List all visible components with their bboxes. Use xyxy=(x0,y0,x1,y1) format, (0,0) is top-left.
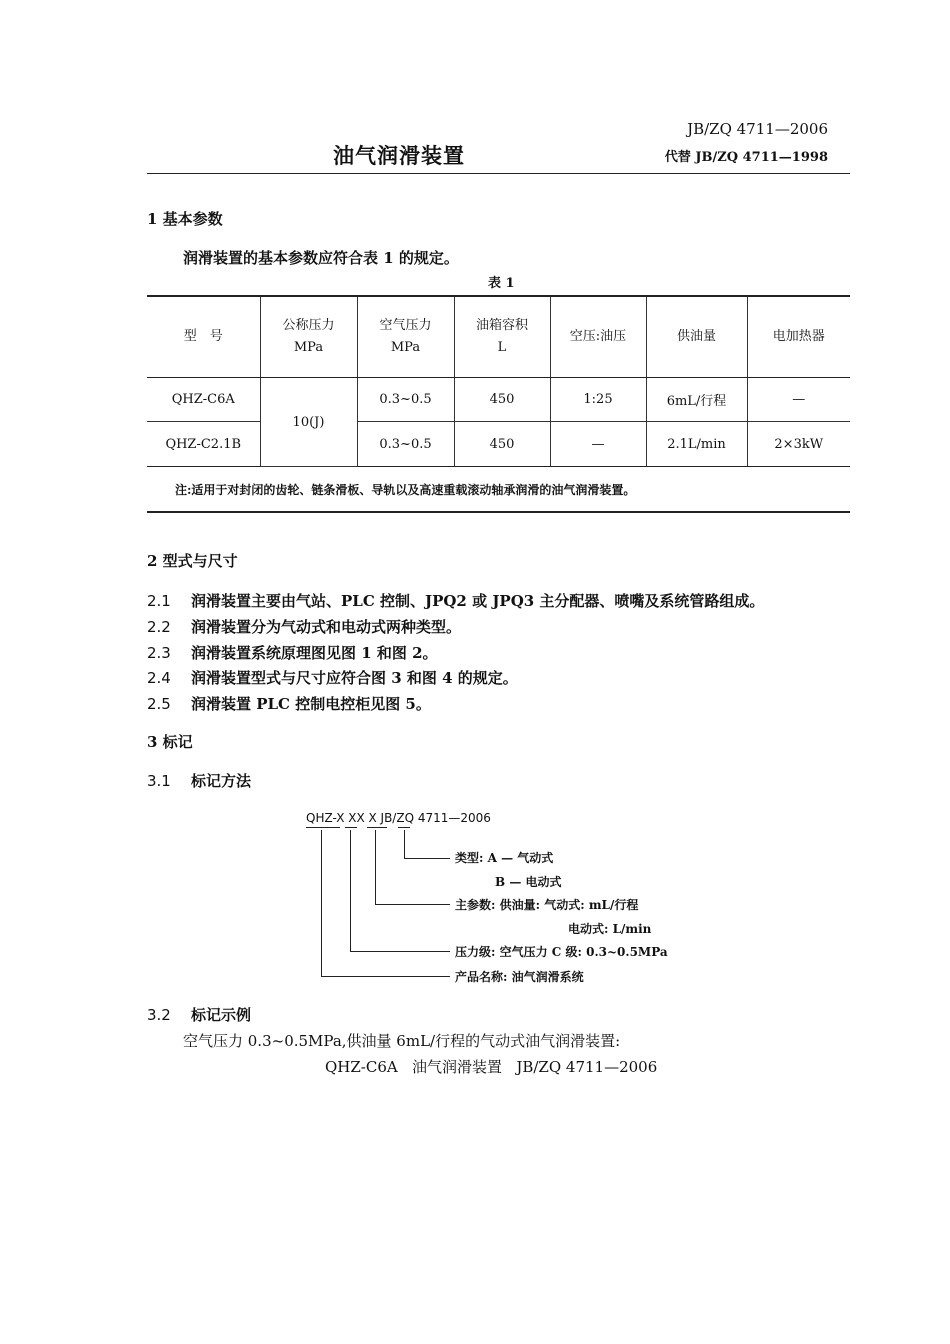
label-main-parameter-electric: 电动式: L/min xyxy=(568,922,652,936)
code-underline xyxy=(367,827,387,828)
column-header: 供油量 xyxy=(646,296,747,378)
table-cell: 1:25 xyxy=(550,378,646,422)
table-cell: 450 xyxy=(454,378,550,422)
table-row xyxy=(147,422,850,467)
clause-3-2 xyxy=(147,1004,251,1025)
column-header: 空气压力 MPa xyxy=(357,296,454,378)
table-note-row xyxy=(147,467,850,513)
clause-text: 润滑装置系统原理图见图 1 和图 2。 xyxy=(191,644,438,662)
section-1-heading: 1 基本参数 xyxy=(147,210,223,228)
section-2-heading: 2 型式与尺寸 xyxy=(147,552,238,570)
section-1-intro: 润滑装置的基本参数应符合表 1 的规定。 xyxy=(183,249,459,267)
table-cell: 0.3~0.5 xyxy=(357,422,454,467)
clause-number: 2.4 xyxy=(147,669,171,687)
example-code: QHZ-C6A 油气润滑装置 JB/ZQ 4711—2006 xyxy=(325,1058,658,1076)
leader-line xyxy=(404,858,450,859)
column-header: 空压:油压 xyxy=(550,296,646,378)
label-pressure-class: 压力级: 空气压力 C 级: 0.3~0.5MPa xyxy=(455,945,668,959)
clause-text: 润滑装置主要由气站、PLC 控制、JPQ2 或 JPQ3 主分配器、喷嘴及系统管路组成。 xyxy=(191,592,765,610)
clause-text: 润滑装置型式与尺寸应符合图 3 和图 4 的规定。 xyxy=(191,669,518,687)
leader-line xyxy=(404,830,405,858)
table-cell: QHZ-C2.1B xyxy=(147,422,260,467)
section-3-heading: 3 标记 xyxy=(147,733,193,751)
clause-number: 2.2 xyxy=(147,618,171,636)
standard-number: JB/ZQ 4711—2006 xyxy=(687,120,828,138)
leader-line xyxy=(321,976,450,977)
code-underline xyxy=(345,827,357,828)
clause-number: 2.5 xyxy=(147,695,171,713)
clause-2-5 xyxy=(147,693,431,714)
header-rule xyxy=(147,173,850,174)
clause-2-2 xyxy=(147,616,461,637)
column-header: 油箱容积 L xyxy=(454,296,550,378)
leader-line xyxy=(321,830,322,976)
label-main-parameter: 主参数: 供油量: 气动式: mL/行程 xyxy=(455,898,639,912)
clause-text: 标记示例 xyxy=(191,1006,252,1024)
leader-line xyxy=(375,830,376,904)
table-cell: — xyxy=(550,422,646,467)
leader-line xyxy=(375,904,450,905)
clause-3-1 xyxy=(147,770,251,791)
label-product-name: 产品名称: 油气润滑系统 xyxy=(455,970,584,984)
table-cell: 2×3kW xyxy=(747,422,850,467)
code-underline xyxy=(398,827,410,828)
table-cell: 2.1L/min xyxy=(646,422,747,467)
parameter-table xyxy=(147,295,850,513)
clause-2-3 xyxy=(147,642,438,663)
label-type: 类型: A — 气动式 xyxy=(455,851,554,865)
clause-2-1 xyxy=(147,590,764,611)
clause-text: 润滑装置 PLC 控制电控柜见图 5。 xyxy=(191,695,431,713)
clause-number: 2.1 xyxy=(147,592,171,610)
table-cell: 0.3~0.5 xyxy=(357,378,454,422)
leader-line xyxy=(350,830,351,951)
table-header-row xyxy=(147,296,850,378)
table-cell: QHZ-C6A xyxy=(147,378,260,422)
table-note: 注:适用于对封闭的齿轮、链条滑板、导轨以及高速重载滚动轴承润滑的油气润滑装置。 xyxy=(147,467,850,513)
leader-line xyxy=(350,951,450,952)
table-cell: — xyxy=(747,378,850,422)
clause-text: 润滑装置分为气动式和电动式两种类型。 xyxy=(191,618,462,636)
table-cell: 450 xyxy=(454,422,550,467)
label-type-b: B — 电动式 xyxy=(495,875,562,889)
replaces-standard: 代替 JB/ZQ 4711—1998 xyxy=(664,150,828,165)
clause-number: 3.2 xyxy=(147,1006,171,1024)
column-header: 型 号 xyxy=(147,296,260,378)
column-header: 公称压力 MPa xyxy=(260,296,357,378)
code-underline xyxy=(306,827,340,828)
document-title: 油气润滑装置 xyxy=(333,143,465,168)
clause-number: 3.1 xyxy=(147,772,171,790)
clause-2-4 xyxy=(147,667,518,688)
clause-text: 标记方法 xyxy=(191,772,252,790)
table-cell-nominal-pressure: 10(J) xyxy=(260,378,357,467)
column-header: 电加热器 xyxy=(747,296,850,378)
example-description: 空气压力 0.3~0.5MPa,供油量 6mL/行程的气动式油气润滑装置: xyxy=(183,1032,621,1050)
table-cell: 6mL/行程 xyxy=(646,378,747,422)
table-caption: 表 1 xyxy=(488,276,515,291)
clause-number: 2.3 xyxy=(147,644,171,662)
marking-code: QHZ-X XX X JB/ZQ 4711—2006 xyxy=(306,811,491,825)
table-row xyxy=(147,378,850,422)
